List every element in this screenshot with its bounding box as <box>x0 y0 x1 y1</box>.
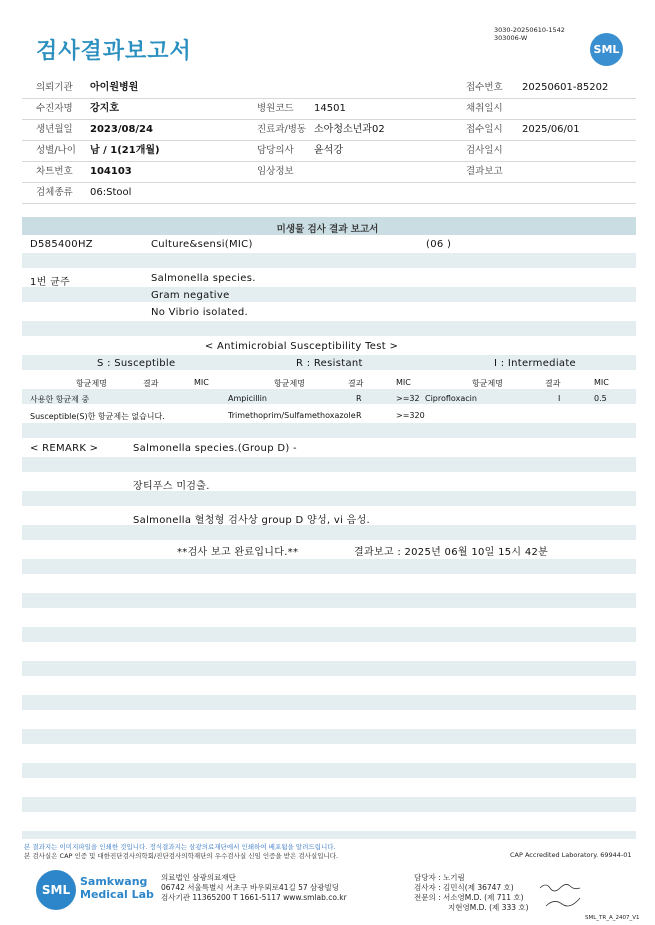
isolate-label: 1번 균주 <box>30 277 71 288</box>
signature-icon <box>538 880 588 910</box>
stripe <box>22 559 636 574</box>
info-row <box>22 162 636 183</box>
image-print-notice: 본 결과지는 이미지파일을 인쇄한 것입니다. 정식결과지는 삼광의료재단에서 인쇄하여 배포됨을 알려드립니다. <box>24 843 336 851</box>
report-complete-text: **검사 보고 완료입니다.** <box>177 547 299 558</box>
ast-cell: Trimethoprim/Sulfamethoxazole <box>228 411 356 420</box>
info-label: 차트번호 <box>36 166 73 177</box>
ast-header: 결과 <box>143 379 159 388</box>
stripe <box>22 525 636 540</box>
ast-cell: >=320 <box>396 411 425 420</box>
ast-header: 항균제명 <box>274 379 305 388</box>
org-name: 의료법인 삼광의료재단 <box>161 873 236 882</box>
report-time: 결과보고 : 2025년 06월 10일 15시 42분 <box>354 547 549 558</box>
stripe <box>22 491 636 506</box>
stripe <box>22 763 636 778</box>
document-id-line2: 303006-W <box>494 34 528 42</box>
info-value: 06:Stool <box>90 187 132 198</box>
ast-header: 항균제명 <box>76 379 107 388</box>
ast-header: 결과 <box>348 379 364 388</box>
info-row <box>22 120 636 141</box>
test-name: Culture&sensi(MIC) <box>151 239 253 250</box>
legend-susceptible: S : Susceptible <box>97 358 176 369</box>
info-label: 채취일시 <box>466 103 503 114</box>
info-label: 성별/나이 <box>36 145 76 156</box>
info-label: 생년월일 <box>36 124 73 135</box>
stripe <box>22 627 636 642</box>
info-label: 검체종류 <box>36 187 73 198</box>
logo-name-line2: Medical Lab <box>80 888 154 901</box>
isolate-line: Gram negative <box>151 290 230 301</box>
isolate-line: Salmonella species. <box>151 273 256 284</box>
info-label: 진료과/병동 <box>257 124 307 135</box>
stripe <box>22 253 636 268</box>
stripe <box>22 321 636 336</box>
info-value: 14501 <box>314 103 346 114</box>
info-row <box>22 141 636 162</box>
document-id-line1: 3030-20250610-1542 <box>494 26 565 34</box>
document-id <box>494 26 565 42</box>
test-code: D585400HZ <box>30 239 93 250</box>
info-value: 2023/08/24 <box>90 124 153 135</box>
info-label: 담당의사 <box>257 145 294 156</box>
cap-certification-notice: 본 검사실은 CAP 인증 및 대한진단검사의학회/진단검사의학재단의 우수검사실 신임 인증을 받은 검사실입니다. <box>24 852 339 860</box>
section-title: 미생물 검사 결과 보고서 <box>276 224 379 235</box>
page-title: 검사결과보고서 <box>36 39 192 64</box>
stripe <box>22 593 636 608</box>
stripe <box>22 695 636 710</box>
ast-cell: 사용한 항균제 중 <box>30 395 90 404</box>
info-value: 20250601-85202 <box>522 82 609 93</box>
logo-name-line1: Samkwang <box>80 875 148 888</box>
info-label: 접수일시 <box>466 124 503 135</box>
ast-cell: I <box>558 394 561 403</box>
footer-address-block <box>161 873 347 903</box>
info-row <box>22 183 636 204</box>
staff-line: 담당자 : 노기림 <box>414 873 465 882</box>
info-label: 결과보고 <box>466 166 503 177</box>
ast-header: MIC <box>194 378 209 387</box>
ast-cell: Susceptible(S)한 항균제는 없습니다. <box>30 412 165 421</box>
info-label: 의뢰기관 <box>36 82 73 93</box>
ast-cell: R <box>356 394 362 403</box>
stripe <box>22 287 636 302</box>
info-value: 강지호 <box>90 103 119 114</box>
info-value: 소아청소년과02 <box>314 124 385 135</box>
info-label: 검사일시 <box>466 145 503 156</box>
org-contact: 검사기관 11365200 T 1661-5117 www.smlab.co.kr <box>161 893 347 902</box>
stripe <box>22 797 636 812</box>
legend-intermediate: I : Intermediate <box>494 358 576 369</box>
ast-title: < Antimicrobial Susceptibility Test > <box>204 341 399 352</box>
remark-line: Salmonella species.(Group D) - <box>133 443 297 454</box>
ast-cell: >=32 <box>396 394 420 403</box>
ast-header: 항균제명 <box>472 379 503 388</box>
stripe <box>22 831 636 839</box>
info-value: 104103 <box>90 166 132 177</box>
samkwang-logo-icon: SML <box>36 870 76 910</box>
stripe <box>22 661 636 676</box>
sml-logo-icon: SML <box>590 33 623 66</box>
stripe <box>22 457 636 472</box>
ast-header: MIC <box>396 378 411 387</box>
ast-cell: R <box>356 411 362 420</box>
ast-cell: Ciprofloxacin <box>425 394 477 403</box>
info-row <box>22 78 636 99</box>
stripe <box>22 389 636 404</box>
test-specimen: (06 ) <box>426 239 452 250</box>
org-address: 06742 서울특별시 서초구 바우뫼로41길 57 삼광빌딩 <box>161 883 340 892</box>
staff-line: 검사자 : 김민식(제 36747 호) <box>414 883 514 892</box>
ast-header: 결과 <box>545 379 561 388</box>
isolate-line: No Vibrio isolated. <box>151 307 249 318</box>
stripe <box>22 729 636 744</box>
info-value: 아이원병원 <box>90 82 139 93</box>
info-value: 남 / 1(21개월) <box>90 145 160 156</box>
staff-block <box>414 873 529 913</box>
ast-cell: 0.5 <box>594 394 607 403</box>
info-label: 수진자명 <box>36 103 73 114</box>
ast-cell: Ampicillin <box>228 394 267 403</box>
info-label: 접수번호 <box>466 82 503 93</box>
staff-line: 전문의 : 서소영M.D. (제 711 호) <box>414 893 524 902</box>
ast-header: MIC <box>594 378 609 387</box>
legend-resistant: R : Resistant <box>296 358 363 369</box>
staff-line: 지현영M.D. (제 333 호) <box>448 903 529 912</box>
cap-accredited: CAP Accredited Laboratory. 69944-01 <box>510 851 632 859</box>
info-value: 윤석강 <box>314 145 343 156</box>
remark-label: < REMARK > <box>30 443 99 454</box>
remark-line: Salmonella 혈청형 검사상 group D 양성, vi 음성. <box>133 515 371 526</box>
info-label: 병원코드 <box>257 103 294 114</box>
info-label: 임상정보 <box>257 166 294 177</box>
stripe <box>22 423 636 438</box>
samkwang-logo-name <box>80 875 154 901</box>
remark-line: 장티푸스 미검출. <box>133 481 210 492</box>
form-code: SML_TR_A_2407_V1 <box>585 915 640 921</box>
info-row <box>22 99 636 120</box>
info-value: 2025/06/01 <box>522 124 580 135</box>
